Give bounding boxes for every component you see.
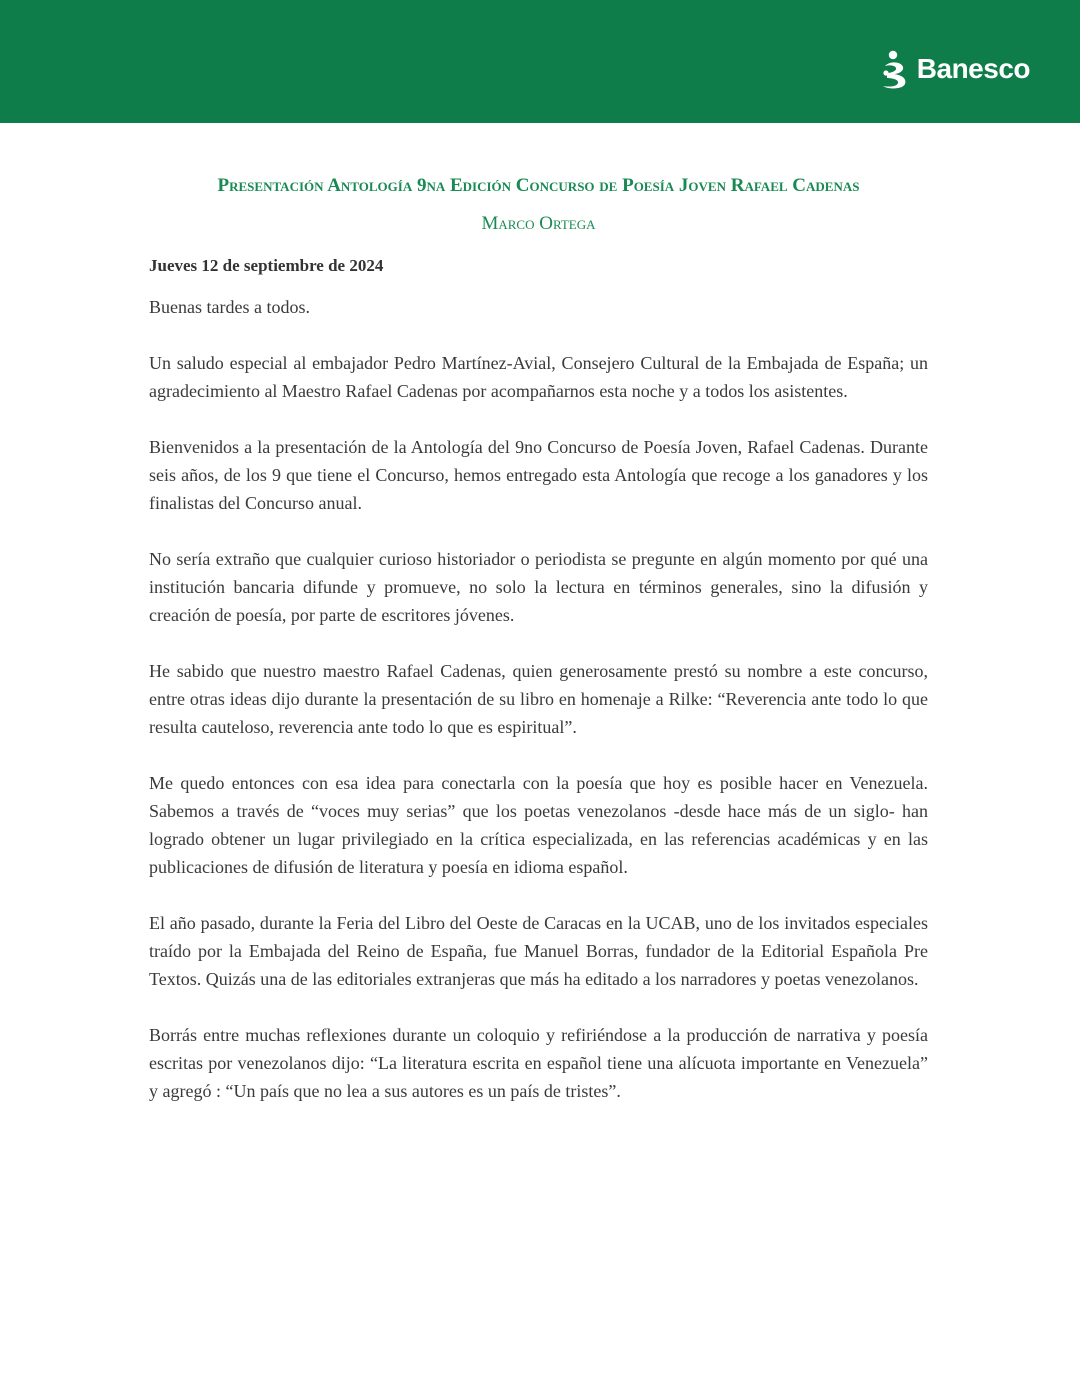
paragraph: He sabido que nuestro maestro Rafael Cadenas, quien generosamente prestó su nombre a este concurso, entre otras ideas dijo durante la presentación de su libro en homenaje a Rilke: “Reverencia ante todo lo que resulta cauteloso, reverencia ante todo lo que es espiritual”. [149, 661, 928, 737]
brand-logo [879, 48, 1030, 90]
document-date: Jueves 12 de septiembre de 2024 [149, 256, 384, 275]
paragraph: Bienvenidos a la presentación de la Antología del 9no Concurso de Poesía Joven, Rafael Cadenas. Durante seis años, de los 9 que tiene el Concurso, hemos entregado esta Antología que recoge a los ganadores y los finalistas del Concurso anual. [149, 437, 928, 513]
paragraph: No sería extraño que cualquier curioso historiador o periodista se pregunte en algún momento por qué una institución bancaria difunde y promueve, no solo la lectura en términos generales, sino la difusión y creación de poesía, por parte de escritores jóvenes. [149, 549, 928, 625]
paragraph: Un saludo especial al embajador Pedro Martínez-Avial, Consejero Cultural de la Embajada de España; un agradecimiento al Maestro Rafael Cadenas por acompañarnos esta noche y a todos los asistentes. [149, 353, 928, 401]
document-author: Marco Ortega [481, 213, 596, 234]
paragraph: Borrás entre muchas reflexiones durante un coloquio y refiriéndose a la producción de narrativa y poesía escritas por venezolanos dijo: “La literatura escrita en español tiene una alícuota importante en Venezuela” y agregó : “Un país que no lea a sus autores es un país de tristes”. [149, 1025, 928, 1101]
banesco-logo-icon [879, 48, 915, 90]
document-body [149, 172, 928, 1133]
brand-name: Banesco [916, 53, 1030, 84]
document-title: Presentación Antología 9na Edición Concurso de Poesía Joven Rafael Cadenas [217, 175, 860, 196]
paragraph-greeting: Buenas tardes a todos. [149, 297, 310, 317]
paragraph: El año pasado, durante la Feria del Libro del Oeste de Caracas en la UCAB, uno de los invitados especiales traído por la Embajada del Reino de España, fue Manuel Borras, fundador de la Editorial Española Pre Textos. Quizás una de las editoriales extranjeras que más ha editado a los narradores y poetas venezolanos. [149, 913, 928, 989]
paragraph: Me quedo entonces con esa idea para conectarla con la poesía que hoy es posible hacer en Venezuela. Sabemos a través de “voces muy serias” que los poetas venezolanos -desde hace más de un siglo- han logrado obtener un lugar privilegiado en la crítica especializada, en las referencias académicas y en las publicaciones de difusión de literatura y poesía en idioma español. [149, 773, 928, 877]
header-band [0, 0, 1080, 123]
